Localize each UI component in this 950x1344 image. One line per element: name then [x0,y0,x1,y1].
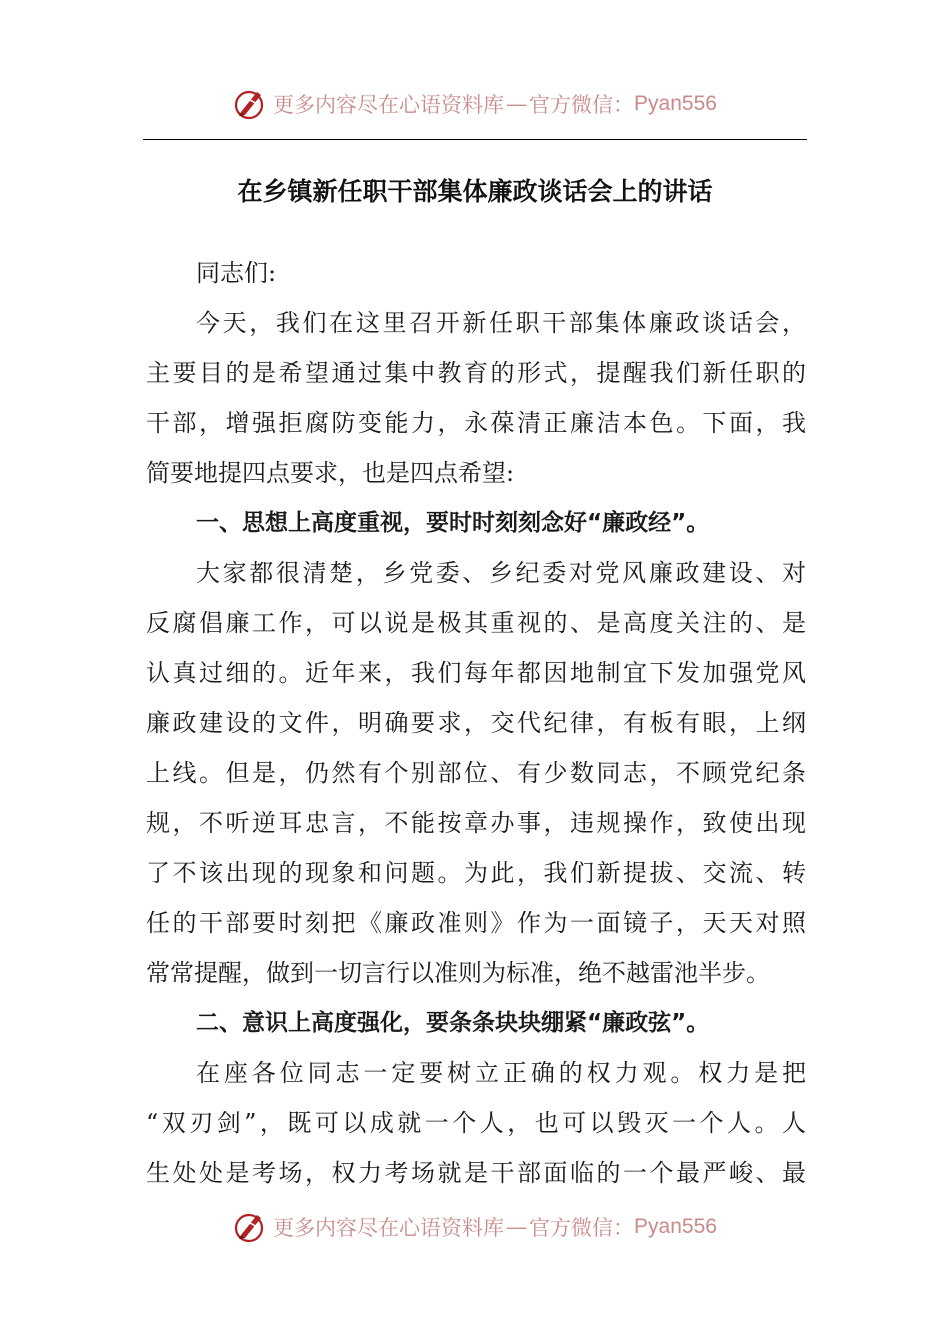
body-line: “双刃剑”，既可以成就一个人，也可以毁灭一个人。人 [146,1109,806,1137]
watermark-dash: — [506,92,528,116]
body-line: 干部，增强拒腐防变能力，永葆清正廉洁本色。下面，我 [146,409,806,437]
body-line: 生处处是考场，权力考场就是干部面临的一个最严峻、最 [146,1159,806,1187]
body-line: 规，不听逆耳忠言，不能按章办事，违规操作，致使出现 [146,809,806,837]
watermark-bottom [0,1207,950,1247]
body-line: 反腐倡廉工作，可以说是极其重视的、是高度关注的、是 [146,609,806,637]
body-line: 上线。但是，仍然有个别部位、有少数同志，不顾党纪条 [146,759,806,787]
watermark-wechat-id: Pyan556 [634,92,717,115]
body-line: 任的干部要时刻把《廉政准则》作为一面镜子，天天对照 [146,909,806,937]
body-line: 大家都很清楚，乡党委、乡纪委对党风廉政建设、对 [196,559,806,587]
salutation-line: 同志们: [196,259,277,287]
watermark-dash: — [506,1215,528,1239]
section-heading-1: 一、思想上高度重视，要时时刻刻念好“廉政经”。 [196,510,710,536]
document-title: 在乡镇新任职干部集体廉政谈话会上的讲话 [237,177,713,206]
body-line: 简要地提四点要求，也是四点希望: [146,459,515,487]
pen-logo-icon [233,1209,269,1245]
body-line: 认真过细的。近年来，我们每年都因地制宜下发加强党风 [146,659,806,687]
watermark-site-text: 更多内容尽在心语资料库 [273,1216,505,1240]
body-line: 廉政建设的文件，明确要求，交代纪律，有板有眼，上纲 [146,709,806,737]
watermark-label: 官方微信： [529,1216,635,1240]
body-line: 主要目的是希望通过集中教育的形式，提醒我们新任职的 [146,359,806,387]
header-rule [143,139,807,140]
watermark-label: 官方微信： [529,93,635,117]
body-line: 常常提醒，做到一切言行以准则为标准，绝不越雷池半步。 [146,959,770,987]
body-line: 今天，我们在这里召开新任职干部集体廉政谈话会， [196,309,806,337]
watermark-site-text: 更多内容尽在心语资料库 [273,93,505,117]
body-line: 在座各位同志一定要树立正确的权力观。权力是把 [196,1059,806,1087]
section-heading-2: 二、意识上高度强化，要条条块块绷紧“廉政弦”。 [196,1010,710,1036]
body-line: 了不该出现的现象和问题。为此，我们新提拔、交流、转 [146,859,806,887]
watermark-wechat-id: Pyan556 [634,1215,717,1238]
document-body [146,248,806,1198]
pen-logo-icon [233,86,269,122]
watermark-top [0,84,950,124]
